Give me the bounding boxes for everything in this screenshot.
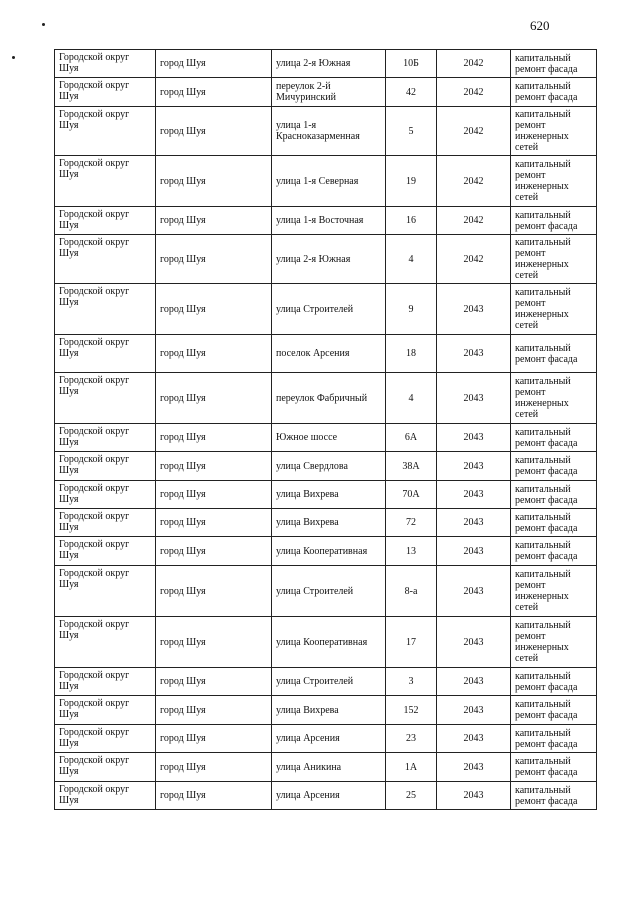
year-cell: 2043: [437, 373, 511, 424]
district-cell: Городской округ Шуя: [55, 481, 156, 509]
work-type-cell: капитальный ремонт фасада: [511, 696, 597, 725]
year-cell: 2043: [437, 566, 511, 617]
district-cell: Городской округ Шуя: [55, 725, 156, 753]
city-cell: город Шуя: [156, 424, 272, 452]
table-row: [55, 753, 597, 782]
street-cell: улица 2-я Южная: [272, 235, 386, 284]
year-cell: 2042: [437, 50, 511, 78]
city-cell: город Шуя: [156, 617, 272, 668]
city-cell: город Шуя: [156, 78, 272, 107]
work-type-cell: капитальный ремонт инженерных сетей: [511, 373, 597, 424]
district-cell: Городской округ Шуя: [55, 696, 156, 725]
street-cell: улица Арсения: [272, 782, 386, 810]
street-cell: улица Вихрева: [272, 481, 386, 509]
house-number-cell: 3: [386, 668, 437, 696]
table-row: [55, 50, 597, 78]
house-number-cell: 42: [386, 78, 437, 107]
work-type-cell: капитальный ремонт фасада: [511, 668, 597, 696]
street-cell: поселок Арсения: [272, 335, 386, 373]
year-cell: 2042: [437, 107, 511, 156]
street-cell: улица Строителей: [272, 668, 386, 696]
year-cell: 2043: [437, 509, 511, 537]
work-type-cell: капитальный ремонт фасада: [511, 335, 597, 373]
street-cell: улица Вихрева: [272, 509, 386, 537]
city-cell: город Шуя: [156, 696, 272, 725]
year-cell: 2043: [437, 668, 511, 696]
city-cell: город Шуя: [156, 725, 272, 753]
district-cell: Городской округ Шуя: [55, 452, 156, 481]
year-cell: 2043: [437, 481, 511, 509]
year-cell: 2042: [437, 156, 511, 207]
table-row: [55, 235, 597, 284]
table-row: [55, 696, 597, 725]
scan-speck: [42, 23, 45, 26]
street-cell: улица Строителей: [272, 284, 386, 335]
work-type-cell: капитальный ремонт фасада: [511, 207, 597, 235]
house-number-cell: 10Б: [386, 50, 437, 78]
year-cell: 2043: [437, 725, 511, 753]
year-cell: 2043: [437, 782, 511, 810]
year-cell: 2043: [437, 537, 511, 566]
table-row: [55, 107, 597, 156]
street-cell: улица 2-я Южная: [272, 50, 386, 78]
house-number-cell: 19: [386, 156, 437, 207]
work-type-cell: капитальный ремонт фасада: [511, 753, 597, 782]
work-type-cell: капитальный ремонт инженерных сетей: [511, 617, 597, 668]
table-row: [55, 335, 597, 373]
house-number-cell: 18: [386, 335, 437, 373]
city-cell: город Шуя: [156, 373, 272, 424]
house-number-cell: 16: [386, 207, 437, 235]
table-row: [55, 481, 597, 509]
table-row: [55, 782, 597, 810]
house-number-cell: 13: [386, 537, 437, 566]
city-cell: город Шуя: [156, 335, 272, 373]
district-cell: Городской округ Шуя: [55, 782, 156, 810]
street-cell: переулок 2-й Мичуринский: [272, 78, 386, 107]
year-cell: 2042: [437, 207, 511, 235]
house-number-cell: 25: [386, 782, 437, 810]
city-cell: город Шуя: [156, 753, 272, 782]
year-cell: 2043: [437, 335, 511, 373]
year-cell: 2042: [437, 235, 511, 284]
work-type-cell: капитальный ремонт фасада: [511, 537, 597, 566]
table-row: [55, 725, 597, 753]
house-number-cell: 1А: [386, 753, 437, 782]
district-cell: Городской округ Шуя: [55, 753, 156, 782]
city-cell: город Шуя: [156, 668, 272, 696]
year-cell: 2043: [437, 284, 511, 335]
street-cell: переулок Фабричный: [272, 373, 386, 424]
district-cell: Городской округ Шуя: [55, 373, 156, 424]
house-number-cell: 38А: [386, 452, 437, 481]
city-cell: город Шуя: [156, 235, 272, 284]
district-cell: Городской округ Шуя: [55, 156, 156, 207]
district-cell: Городской округ Шуя: [55, 668, 156, 696]
street-cell: улица Свердлова: [272, 452, 386, 481]
work-type-cell: капитальный ремонт инженерных сетей: [511, 284, 597, 335]
street-cell: улица Аникина: [272, 753, 386, 782]
street-cell: улица Арсения: [272, 725, 386, 753]
district-cell: Городской округ Шуя: [55, 107, 156, 156]
work-type-cell: капитальный ремонт фасада: [511, 50, 597, 78]
district-cell: Городской округ Шуя: [55, 50, 156, 78]
city-cell: город Шуя: [156, 284, 272, 335]
house-number-cell: 8-а: [386, 566, 437, 617]
work-type-cell: капитальный ремонт фасада: [511, 452, 597, 481]
table-row: [55, 668, 597, 696]
house-number-cell: 17: [386, 617, 437, 668]
street-cell: улица Вихрева: [272, 696, 386, 725]
work-type-cell: капитальный ремонт фасада: [511, 424, 597, 452]
city-cell: город Шуя: [156, 537, 272, 566]
work-type-cell: капитальный ремонт инженерных сетей: [511, 156, 597, 207]
table-row: [55, 452, 597, 481]
city-cell: город Шуя: [156, 509, 272, 537]
street-cell: Южное шоссе: [272, 424, 386, 452]
house-number-cell: 4: [386, 235, 437, 284]
district-cell: Городской округ Шуя: [55, 78, 156, 107]
work-type-cell: капитальный ремонт фасада: [511, 78, 597, 107]
year-cell: 2043: [437, 696, 511, 725]
street-cell: улица 1-я Северная: [272, 156, 386, 207]
city-cell: город Шуя: [156, 107, 272, 156]
city-cell: город Шуя: [156, 452, 272, 481]
table-row: [55, 207, 597, 235]
city-cell: город Шуя: [156, 566, 272, 617]
table-row: [55, 509, 597, 537]
page-number: 620: [530, 18, 550, 33]
house-number-cell: 6А: [386, 424, 437, 452]
year-cell: 2043: [437, 424, 511, 452]
table-row: [55, 373, 597, 424]
street-cell: улица Кооперативная: [272, 537, 386, 566]
city-cell: город Шуя: [156, 50, 272, 78]
house-number-cell: 23: [386, 725, 437, 753]
city-cell: город Шуя: [156, 782, 272, 810]
district-cell: Городской округ Шуя: [55, 566, 156, 617]
city-cell: город Шуя: [156, 481, 272, 509]
table-row: [55, 617, 597, 668]
district-cell: Городской округ Шуя: [55, 207, 156, 235]
street-cell: улица Строителей: [272, 566, 386, 617]
street-cell: улица 1-я Красноказарменная: [272, 107, 386, 156]
year-cell: 2042: [437, 78, 511, 107]
house-number-cell: 72: [386, 509, 437, 537]
district-cell: Городской округ Шуя: [55, 537, 156, 566]
street-cell: улица Кооперативная: [272, 617, 386, 668]
house-number-cell: 5: [386, 107, 437, 156]
table-row: [55, 537, 597, 566]
repair-schedule-table: [54, 49, 597, 810]
year-cell: 2043: [437, 753, 511, 782]
house-number-cell: 9: [386, 284, 437, 335]
city-cell: город Шуя: [156, 156, 272, 207]
year-cell: 2043: [437, 617, 511, 668]
district-cell: Городской округ Шуя: [55, 617, 156, 668]
work-type-cell: капитальный ремонт фасада: [511, 782, 597, 810]
table-row: [55, 284, 597, 335]
street-cell: улица 1-я Восточная: [272, 207, 386, 235]
district-cell: Городской округ Шуя: [55, 284, 156, 335]
year-cell: 2043: [437, 452, 511, 481]
table-row: [55, 424, 597, 452]
work-type-cell: капитальный ремонт фасада: [511, 481, 597, 509]
work-type-cell: капитальный ремонт инженерных сетей: [511, 235, 597, 284]
district-cell: Городской округ Шуя: [55, 424, 156, 452]
house-number-cell: 4: [386, 373, 437, 424]
work-type-cell: капитальный ремонт инженерных сетей: [511, 107, 597, 156]
work-type-cell: капитальный ремонт инженерных сетей: [511, 566, 597, 617]
house-number-cell: 152: [386, 696, 437, 725]
table-row: [55, 566, 597, 617]
city-cell: город Шуя: [156, 207, 272, 235]
work-type-cell: капитальный ремонт фасада: [511, 725, 597, 753]
work-type-cell: капитальный ремонт фасада: [511, 509, 597, 537]
district-cell: Городской округ Шуя: [55, 235, 156, 284]
table-row: [55, 78, 597, 107]
district-cell: Городской округ Шуя: [55, 335, 156, 373]
district-cell: Городской округ Шуя: [55, 509, 156, 537]
table-row: [55, 156, 597, 207]
scan-speck: [12, 56, 15, 59]
house-number-cell: 70А: [386, 481, 437, 509]
